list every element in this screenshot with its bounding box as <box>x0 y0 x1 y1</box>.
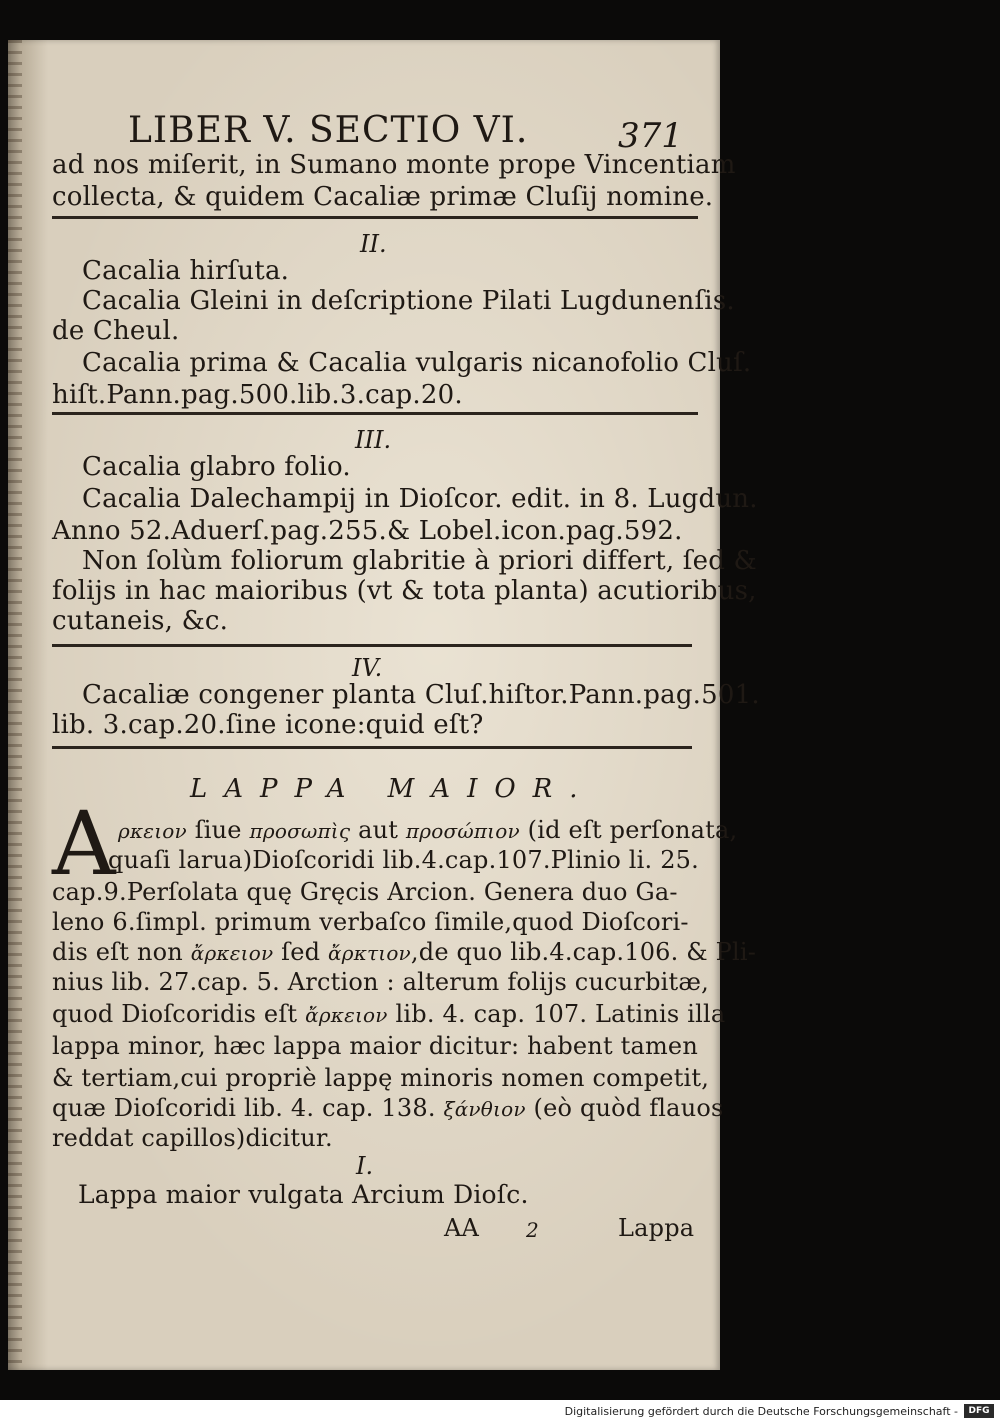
section-rule <box>52 412 698 415</box>
section-rule <box>52 644 692 647</box>
signature-mark: AA <box>444 1214 480 1242</box>
section-rule <box>52 746 692 749</box>
text-fragment: dis eſt non <box>52 938 191 966</box>
text-line: Cacaliæ congener planta Cluſ.hiſtor.Pann.pag.501. <box>82 680 760 710</box>
greek-word: προσώπιον <box>405 819 520 843</box>
text-fragment: ſiue <box>186 816 250 844</box>
text-line: Cacalia Dalechampij in Dioſcor. edit. in 8. Lugdun. <box>82 484 758 514</box>
greek-word: προσωπὶς <box>249 819 351 843</box>
catchword: Lappa <box>618 1214 695 1242</box>
text-fragment: quæ Dioſcoridi lib. 4. cap. 138. <box>52 1094 444 1122</box>
greek-word: ἄρκειον <box>305 1003 388 1027</box>
text-fragment: (id eſt perſonata, <box>519 816 738 844</box>
page-number: 371 <box>618 116 683 156</box>
text-line: Lappa maior vulgata Arcium Dioſc. <box>78 1180 529 1209</box>
text-line: & tertiam,cui propriè lappę minoris nomen competit, <box>52 1064 710 1092</box>
section-numeral: III. <box>355 426 392 454</box>
signature-number: 2 <box>526 1218 539 1242</box>
text-line: cap.9.Perſolata quę Gręcis Arcion. Genera duo Ga- <box>52 878 678 906</box>
text-line: Anno 52.Aduerſ.pag.255.& Lobel.icon.pag.592. <box>52 516 683 546</box>
text-line: Non ſolùm foliorum glabritie à priori differt, ſed & <box>82 546 757 576</box>
text-fragment: (eò quòd flauos <box>525 1094 724 1122</box>
running-title: LIBER V. SECTIO VI. <box>128 110 529 151</box>
text-line: ad nos miſerit, in Sumano monte prope Vincentiam <box>52 150 736 180</box>
text-line: Cacalia glabro folio. <box>82 452 351 482</box>
text-line: Cacalia Gleini in deſcriptione Pilati Lugdunenſis. <box>82 286 735 316</box>
text-fragment: aut <box>350 816 406 844</box>
text-line <box>52 1094 724 1122</box>
text-line: Cacalia prima & Cacalia vulgaris nicanofolio Cluſ. <box>82 348 752 378</box>
greek-word: ἄρκτιον <box>328 941 411 965</box>
text-line: nius lib. 27.cap. 5. Arction : alterum folijs cucurbitæ, <box>52 968 709 996</box>
greek-word: ἄρκειον <box>190 941 274 965</box>
lappa-heading: LAPPA MAIOR. <box>190 774 595 804</box>
text-line: cutaneis, &c. <box>52 606 229 636</box>
page-edge <box>8 40 22 1370</box>
section-rule <box>52 216 698 219</box>
text-line: collecta, & quidem Cacaliæ primæ Cluſij nomine. <box>52 182 714 212</box>
text-line: hiſt.Pann.pag.500.lib.3.cap.20. <box>52 380 463 410</box>
text-line <box>52 938 756 966</box>
text-line: quaſi larua)Dioſcoridi lib.4.cap.107.Plinio li. 25. <box>108 846 699 874</box>
greek-word: ξάνθιον <box>443 1097 526 1121</box>
text-line: folijs in hac maioribus (vt & tota planta) acutioribus, <box>52 576 757 606</box>
text-fragment: quod Dioſcoridis eſt <box>52 1000 306 1028</box>
text-line: lib. 3.cap.20.ſine icone:quid eſt? <box>52 710 484 740</box>
footer-credit: Digitalisierung gefördert durch die Deutsche Forschungsgemeinschaft - <box>564 1405 958 1418</box>
section-numeral: II. <box>360 230 387 258</box>
text-line: leno 6.ſimpl. primum verbaſco ſimile,quod Dioſcori- <box>52 908 689 936</box>
text-line <box>118 816 737 844</box>
text-line: Cacalia hirſuta. <box>82 256 290 286</box>
text-line: lappa minor, hæc lappa maior dicitur: habent tamen <box>52 1032 698 1060</box>
drop-cap: A <box>52 792 116 895</box>
text-fragment: lib. 4. cap. 107. Latinis illa <box>387 1000 726 1028</box>
text-fragment: ſed <box>273 938 329 966</box>
section-numeral: I. <box>356 1152 374 1180</box>
text-line: reddat capillos)dicitur. <box>52 1124 333 1152</box>
text-line <box>52 1000 725 1028</box>
dfg-logo-icon[interactable]: DFG <box>964 1404 994 1418</box>
section-numeral: IV. <box>352 654 383 682</box>
text-fragment: ,de quo lib.4.cap.106. & Pli- <box>410 938 757 966</box>
text-line: de Cheul. <box>52 316 180 346</box>
greek-word: ρκειον <box>118 819 187 843</box>
